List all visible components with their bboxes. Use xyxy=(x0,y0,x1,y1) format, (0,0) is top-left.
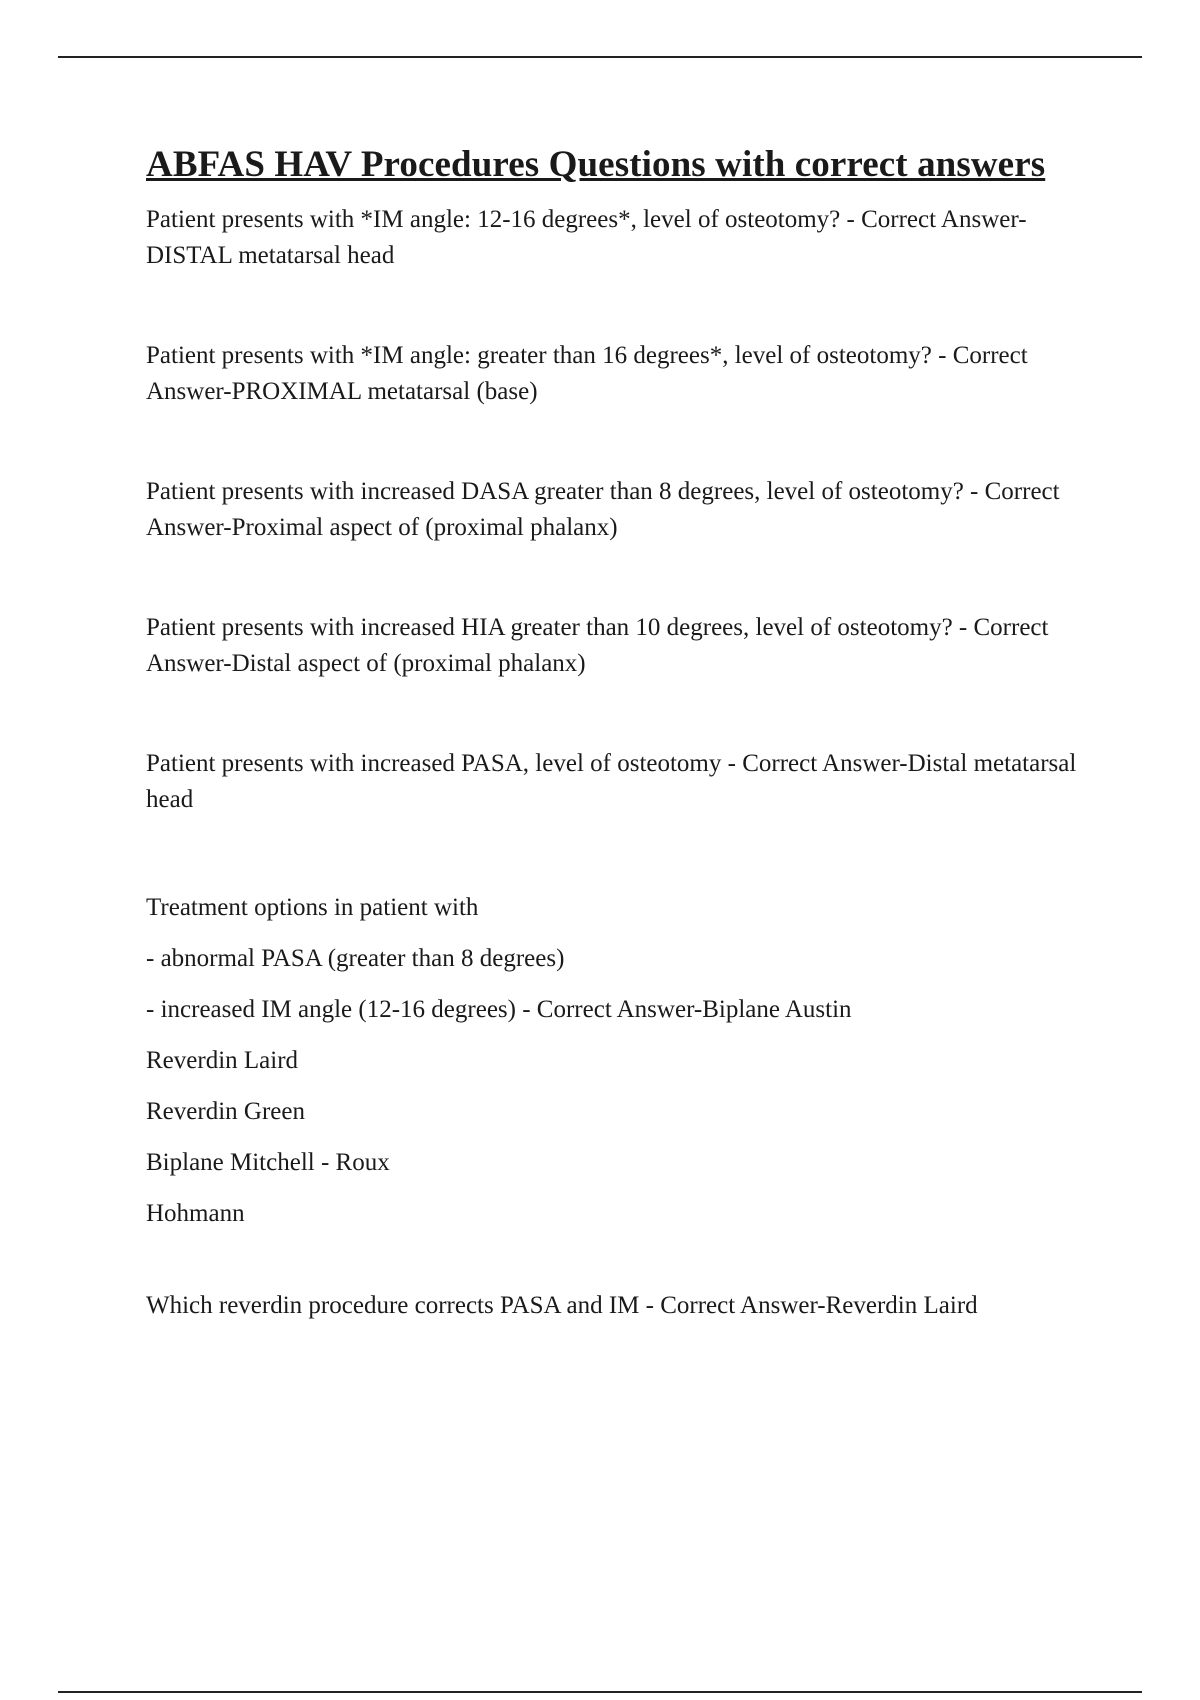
qa-item-1: Patient presents with *IM angle: 12-16 degrees*, level of osteotomy? - Correct Answer-DISTAL metatarsal head xyxy=(146,206,1027,269)
qa-item-4: Patient presents with increased HIA greater than 10 degrees, level of osteotomy? - Correct Answer-Distal aspect of (proximal phalanx) xyxy=(146,614,1049,677)
treatment-line: Biplane Mitchell - Roux xyxy=(146,1149,390,1176)
treatment-line: Hohmann xyxy=(146,1200,245,1227)
bottom-rule xyxy=(58,1691,1142,1693)
qa-item-5: Patient presents with increased PASA, level of osteotomy - Correct Answer-Distal metatarsal head xyxy=(146,750,1077,813)
qa-item-3: Patient presents with increased DASA greater than 8 degrees, level of osteotomy? - Correct Answer-Proximal aspect of (proximal phalanx) xyxy=(146,478,1060,541)
treatment-line: - increased IM angle (12-16 degrees) - Correct Answer-Biplane Austin xyxy=(146,996,852,1023)
top-rule xyxy=(58,56,1142,58)
treatment-line: Treatment options in patient with xyxy=(146,894,479,921)
treatment-line: Reverdin Green xyxy=(146,1098,305,1125)
qa-item-2: Patient presents with *IM angle: greater than 16 degrees*, level of osteotomy? - Correct Answer-PROXIMAL metatarsal (base) xyxy=(146,342,1028,405)
document-title: ABFAS HAV Procedures Questions with correct answers xyxy=(146,144,1046,185)
qa-item-last: Which reverdin procedure corrects PASA and IM - Correct Answer-Reverdin Laird xyxy=(146,1292,978,1319)
treatment-line: - abnormal PASA (greater than 8 degrees) xyxy=(146,945,565,972)
treatment-line: Reverdin Laird xyxy=(146,1047,299,1074)
treatment-options-item xyxy=(146,882,1106,1239)
document-body xyxy=(146,140,1106,1388)
